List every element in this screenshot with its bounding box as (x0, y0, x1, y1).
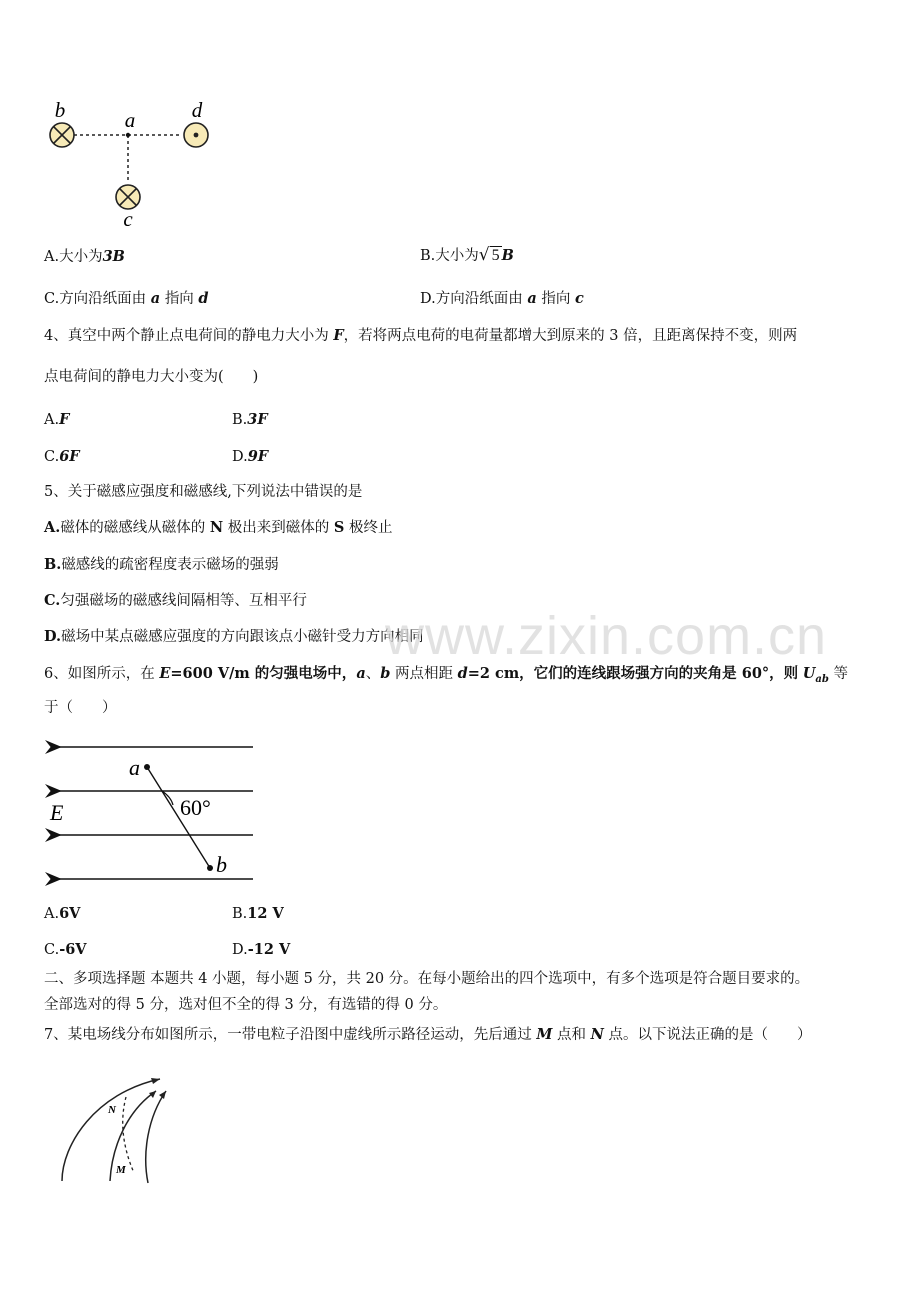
q3-option-a: A.大小为3B (44, 248, 125, 265)
q6-option-d: D.-12 V (232, 941, 291, 958)
label-c: c (123, 207, 133, 231)
q3-option-c: C.方向沿纸面由 a 指向 d (44, 290, 209, 307)
label-d: d (191, 98, 203, 122)
q6-stem-line2: 于（ ） (44, 700, 117, 716)
q3-option-d: D.方向沿纸面由 a 指向 c (420, 290, 584, 307)
q5-option-b: B.磁感线的疏密程度表示磁场的强弱 (44, 556, 279, 573)
q4-option-c: C.6F (44, 448, 80, 465)
label-M: M (116, 1164, 126, 1176)
wire-d-out-of-page-icon (184, 123, 208, 147)
q5-option-c: C.匀强磁场的磁感线间隔相等、互相平行 (44, 592, 307, 609)
q4-option-a: A.F (44, 411, 70, 428)
q4-option-d: D.9F (232, 448, 269, 465)
q3-option-b: B.大小为√ 5 B (420, 245, 514, 265)
q6-stem-line1: 6、如图所示，在 E=600 V/m 的匀强电场中，a、b 两点相距 d=2 cm，它们的连线跟场强方向的夹角是 60°，则 $U_{ab}$ 等 (44, 665, 849, 685)
point-b (207, 865, 213, 871)
wire-c-into-page-icon (116, 185, 140, 209)
sqrt-icon: √ (478, 245, 490, 265)
wire-b-into-page-icon (50, 123, 74, 147)
particle-path (123, 1097, 134, 1173)
q5-option-a: A.磁体的磁感线从磁体的 N 极出来到磁体的 S 极终止 (44, 519, 393, 536)
q6-option-b: B.12 V (232, 905, 284, 922)
q5-option-d: D.磁场中某点磁感应强度的方向跟该点小磁针受力方向相同 (44, 628, 424, 645)
label-b: b (216, 852, 227, 877)
section2-header-line1: 二、多项选择题 本题共 4 小题，每小题 5 分，共 20 分。在每小题给出的四个选项中，有多个选项是符合题目要求的。 (44, 971, 810, 987)
watermark: www.zixin.com.cn (385, 606, 828, 666)
figure-wires (40, 95, 220, 235)
arrow-outer-icon (151, 1078, 160, 1084)
q6-option-a: A.6V (44, 905, 81, 922)
point-a (126, 133, 130, 137)
point-a (144, 764, 150, 770)
label-a: a (124, 108, 136, 132)
label-a: a (129, 755, 140, 780)
label-b: b (54, 98, 66, 122)
q4-stem-line2: 点电荷间的静电力大小变为( ) (44, 369, 259, 385)
label-N: N (108, 1104, 116, 1116)
figure-electric-field (45, 735, 260, 895)
q4-stem-line1: 4、真空中两个静止点电荷间的静电力大小为 F，若将两点电荷的电荷量都增大到原来的 3 倍，且距离保持不变，则两 (44, 327, 798, 344)
q5-stem: 5、关于磁感应强度和磁感线,下列说法中错误的是 (44, 484, 363, 500)
label-E: E (50, 800, 64, 825)
q7-stem: 7、某电场线分布如图所示，一带电粒子沿图中虚线所示路径运动，先后通过 M 点和 N 点。以下说法正确的是（ ） (44, 1026, 812, 1043)
figure-field-lines (50, 1075, 180, 1193)
section2-header-line2: 全部选对的得 5 分，选对但不全的得 3 分，有选错的得 0 分。 (44, 997, 448, 1013)
label-angle: 60° (180, 795, 211, 820)
field-line-inner (146, 1091, 166, 1183)
q4-option-b: B.3F (232, 411, 268, 428)
q6-option-c: C.-6V (44, 941, 87, 958)
